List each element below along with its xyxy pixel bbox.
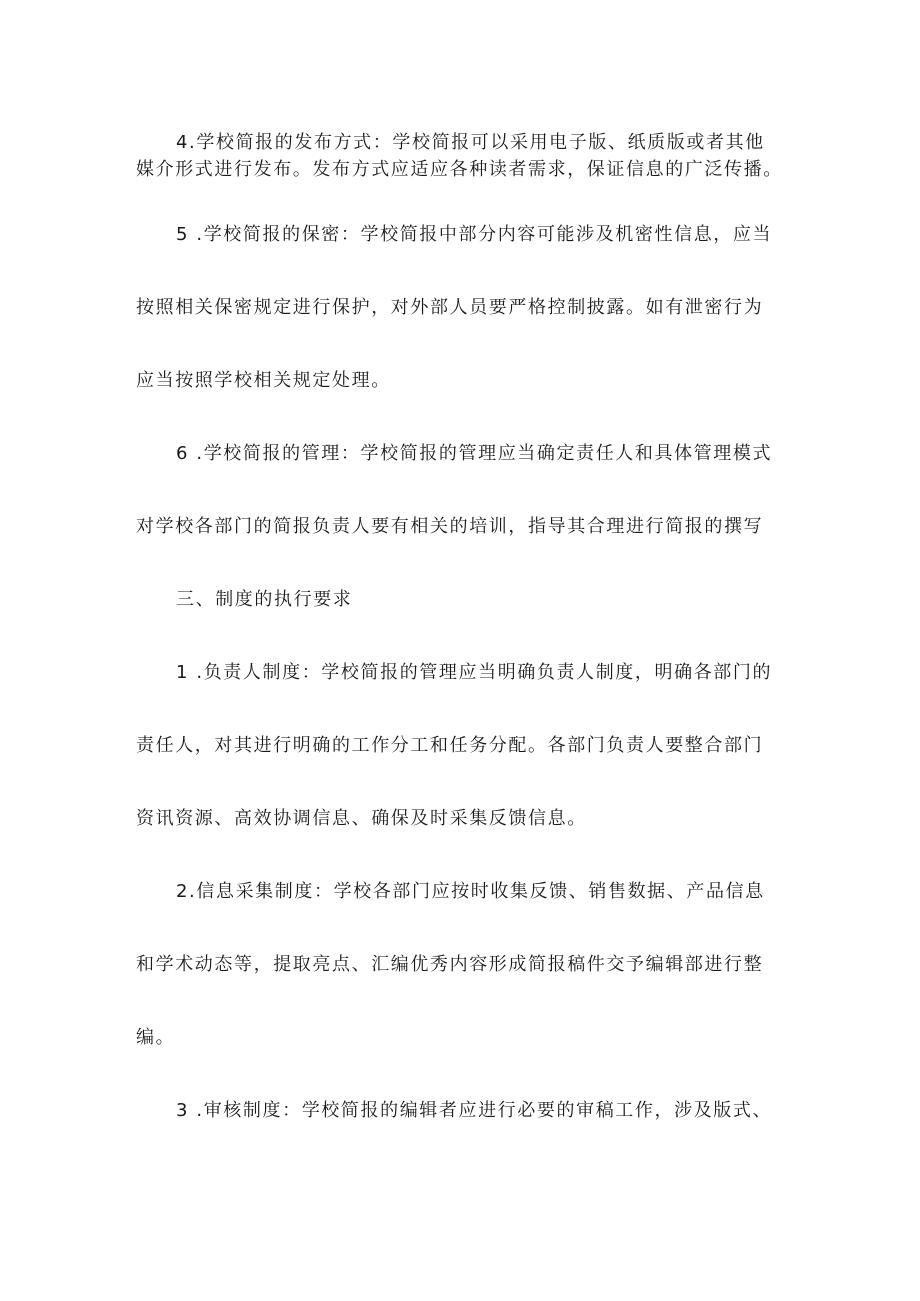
paragraph-4-line-1: 4.学校简报的发布方式：学校简报可以采用电子版、纸质版或者其他	[176, 132, 765, 153]
paragraph-6-line-2: 对学校各部门的简报负责人要有相关的培训，指导其合理进行简报的撰写	[136, 516, 764, 537]
item-2-line-3: 编。	[136, 1027, 176, 1048]
item-3-line-1: 3 .审核制度：学校简报的编辑者应进行必要的审稿工作，涉及版式、	[176, 1100, 773, 1121]
paragraph-5-line-2: 按照相关保密规定进行保护，对外部人员要严格控制披露。如有泄密行为	[136, 297, 764, 318]
item-2-line-2: 和学术动态等，提取亮点、汇编优秀内容形成简报稿件交予编辑部进行整	[136, 954, 764, 975]
paragraph-5-line-3: 应当按照学校相关规定处理。	[136, 370, 391, 391]
item-2-line-1: 2.信息采集制度：学校各部门应按时收集反馈、销售数据、产品信息	[176, 881, 765, 902]
item-1-line-2: 责任人，对其进行明确的工作分工和任务分配。各部门负责人要整合部门	[136, 735, 764, 756]
paragraph-6-line-1: 6 .学校简报的管理：学校简报的管理应当确定责任人和具体管理模式	[176, 443, 773, 464]
paragraph-5-line-1: 5 .学校简报的保密：学校简报中部分内容可能涉及机密性信息，应当	[176, 224, 773, 245]
item-1-line-1: 1 .负责人制度：学校简报的管理应当明确负责人制度，明确各部门的	[176, 662, 773, 683]
section-heading: 三、制度的执行要求	[176, 589, 353, 610]
item-1-line-3: 资讯资源、高效协调信息、确保及时采集反馈信息。	[136, 808, 587, 829]
paragraph-4-line-2: 媒介形式进行发布。发布方式应适应各种读者需求，保证信息的广泛传播。	[136, 159, 783, 180]
